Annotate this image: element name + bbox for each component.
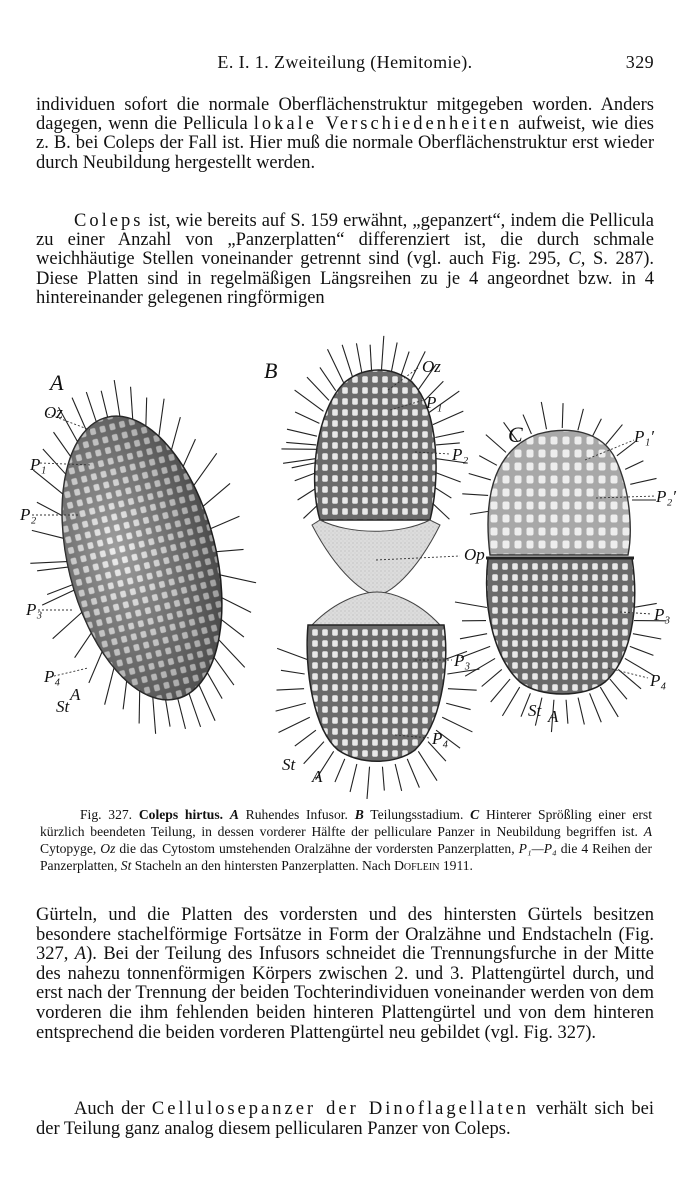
caption-author: Doflein xyxy=(394,858,440,873)
cilium-line xyxy=(593,419,602,436)
cilium-line xyxy=(287,429,317,436)
cilium-line xyxy=(295,390,324,411)
cilium-line xyxy=(295,730,316,746)
label-b-p1: P₁ xyxy=(426,393,443,412)
cilium-line xyxy=(491,679,510,702)
cilium-line xyxy=(171,417,180,450)
caption-a-text: Ruhendes Infusor. xyxy=(238,807,355,822)
label-b-op: Op xyxy=(464,545,485,564)
caption-a2-text: Cytopyge, xyxy=(40,841,101,856)
cilium-line xyxy=(307,377,329,400)
cilium-line xyxy=(630,478,656,484)
cilium-line xyxy=(328,349,344,382)
p2-text-a: ist, wie bereits auf S. 159 erwähnt, „gepanzert“, indem die Pellicula zu einer Anzahl von „Panzerplatten“ differenziert ist, die durch schmale weichhäutige Stellen voneinander getrennt sind (vgl. auch Fig. 295, xyxy=(36,211,654,270)
cilium-line xyxy=(219,640,245,668)
caption-oz: Oz xyxy=(100,841,116,856)
cilium-line xyxy=(350,764,357,792)
cilium-line xyxy=(123,681,127,709)
cilium-line xyxy=(625,461,643,470)
caption-oz-text: die das Cytostom umstehenden Oralzähne der vordersten Panzerplatten, xyxy=(115,841,519,856)
cilium-line xyxy=(30,562,67,564)
cilium-line xyxy=(382,767,384,791)
cilium-line xyxy=(470,511,489,514)
cilium-line xyxy=(43,449,66,474)
coleps-illustration xyxy=(20,330,677,800)
label-b-p2: P₂ xyxy=(452,445,469,464)
cilium-line xyxy=(630,646,654,655)
cilium-line xyxy=(203,483,230,506)
cilium-line xyxy=(32,530,64,538)
label-a-st: St xyxy=(56,697,70,716)
cilium-line xyxy=(433,411,463,425)
cilium-line xyxy=(541,402,546,429)
caption-p: P₁—P₄ xyxy=(518,841,557,856)
label-a-p4: P₄ xyxy=(44,667,61,686)
cilium-line xyxy=(194,453,217,485)
p3-italic: A xyxy=(74,944,87,965)
p1-text-a: individuen sofort die normale Oberflächenstruktur mitgegeben worden. Anders dagegen, wenn die Pellicula xyxy=(36,95,654,135)
cilium-line xyxy=(159,399,164,437)
cilium-line xyxy=(502,687,519,716)
label-b-cytopyge: A xyxy=(312,767,323,786)
cilium-line xyxy=(53,432,70,456)
cilium-line xyxy=(566,700,568,724)
cilium-line xyxy=(221,620,244,638)
label-c-p4: P₄ xyxy=(650,671,667,690)
caption-p-text: die 4 Reihen der Panzerplatten, xyxy=(40,841,652,873)
cell-c xyxy=(455,402,666,732)
label-c-p3: P₃ xyxy=(654,605,671,624)
label-b-oz: Oz xyxy=(422,357,441,376)
figure-327 xyxy=(20,330,677,800)
p2-text-b: S. 287). Diese Platten sind in regelmäßigen Längsreihen zu je 4 angeordnet bzw. in 4 hintereinander gelegenen ringförmigen xyxy=(36,249,655,308)
cilium-line xyxy=(304,742,324,764)
caption-b: B xyxy=(354,807,364,822)
label-c-p2: P₂′ xyxy=(656,487,677,506)
cilium-line xyxy=(279,717,310,732)
caption-c: C xyxy=(470,807,480,822)
cilium-line xyxy=(166,700,170,727)
p3-text-b: ). Bei der Teilung des Infusors schneidet die Trennungsfurche in der Mitte des nahezu tonnenförmigen Körpers zwischen 2. und 3. Plattengürtel durch, und erst nach der Trennung der beiden Tochterindividuen voneinander werden von dem vorderen die ihm fehlenden beiden hinteren Plattengürtel und von dem hinteren entsprechend die beiden vorderen Plattengürtel neu gebildet (vgl. Fig. 327). xyxy=(36,944,654,1043)
cilium-line xyxy=(617,442,635,456)
label-a-oz: Oz xyxy=(44,403,63,422)
cilium-line xyxy=(189,693,201,726)
cilium-line xyxy=(183,439,195,466)
p4-text-b: verhält sich bei der Teilung ganz analog diesem pellicularen Panzer von Coleps. xyxy=(36,1099,654,1139)
p1-text-b: aufweist, wie dies z. B. bei Coleps der Fall ist. Hier muß die normale Oberflächenstruktur erst wieder durch Neubildung hergestellt werden. xyxy=(36,114,654,173)
cilium-line xyxy=(105,668,114,705)
paragraph-3 xyxy=(36,906,654,1043)
cilium-line xyxy=(462,494,488,496)
caption-c-text: Hinterer Sprößling einer erst kürzlich beendeten Teilung, in dessen vorderer Hälfte der pelliculare Panzer in Neubildung begriffen ist. xyxy=(40,807,652,839)
label-c-p1: P₁′ xyxy=(634,427,655,446)
cilium-line xyxy=(220,575,256,583)
cilium-line xyxy=(633,634,661,639)
label-a-p1: P₁ xyxy=(30,455,47,474)
cilium-line xyxy=(335,759,345,782)
cilium-line xyxy=(114,380,120,416)
caption-a2: A xyxy=(643,824,652,839)
cilium-line xyxy=(356,343,361,372)
cilium-line xyxy=(395,764,402,791)
cilium-line xyxy=(37,502,62,515)
cilium-line xyxy=(479,456,497,466)
cilium-line xyxy=(89,652,102,683)
cilium-line xyxy=(42,590,74,605)
cilium-line xyxy=(448,689,477,690)
cilium-line xyxy=(610,679,627,699)
cilium-line xyxy=(216,549,243,551)
cilium-line xyxy=(435,431,464,437)
cell-b xyxy=(276,336,480,799)
cilium-line xyxy=(283,459,316,464)
p2-italic: C, xyxy=(568,249,586,270)
cilium-line xyxy=(75,633,92,658)
caption-year: 1911. xyxy=(439,858,473,873)
cilium-line xyxy=(455,602,487,607)
cilium-line xyxy=(562,403,563,428)
cilium-line xyxy=(295,412,319,423)
cilium-line xyxy=(600,687,618,717)
cilium-line xyxy=(446,703,470,709)
cilium-line xyxy=(460,634,487,639)
label-c-cytopyge: A xyxy=(548,707,559,726)
cilium-line xyxy=(199,685,215,721)
label-c: C xyxy=(508,422,523,447)
caption-st-text: Stacheln an den hintersten Panzerplatten. Nach xyxy=(131,858,395,873)
cilium-line xyxy=(401,352,410,377)
label-b-p4: P₄ xyxy=(432,729,449,748)
p3-text-a: Gürteln, und die Platten des vordersten und des hintersten Gürtels besitzen besondere stachelförmige Fortsätze in Form der Oralzähne und Endstacheln (Fig. 327, xyxy=(36,905,654,965)
cilium-line xyxy=(276,703,306,711)
cilium-line xyxy=(207,673,222,699)
section-title: E. I. 1. Zweiteilung (Hemitomie). xyxy=(217,52,473,72)
cilium-line xyxy=(606,425,623,445)
cilium-line xyxy=(434,472,461,482)
p4-spaced-text: Cellulosepanzer der Dinoflagellaten xyxy=(151,1099,529,1119)
cilium-line xyxy=(281,670,305,674)
cilium-line xyxy=(178,699,186,729)
caption-fig-number: Fig. 327. xyxy=(80,807,133,822)
p1-spaced-text: lokale Verschiedenheiten xyxy=(253,114,513,135)
cilium-line xyxy=(53,612,82,638)
cilium-line xyxy=(139,691,140,724)
cilium-line xyxy=(370,345,371,371)
cilium-line xyxy=(86,392,96,422)
cilium-line xyxy=(418,751,437,780)
cilium-line xyxy=(342,345,352,377)
figure-caption xyxy=(40,806,652,874)
cilium-line xyxy=(578,409,583,430)
cilium-line xyxy=(367,767,370,799)
p2-spaced-text: Coleps xyxy=(74,211,144,231)
label-a-p3: P₃ xyxy=(26,600,43,619)
cilium-line xyxy=(214,657,234,685)
cilium-line xyxy=(286,442,316,445)
cilium-line xyxy=(211,516,240,528)
cilium-line xyxy=(469,473,491,479)
paragraph-1 xyxy=(36,96,654,173)
cell-a xyxy=(30,380,256,734)
cilium-line xyxy=(146,398,147,427)
cilium-line xyxy=(391,342,397,372)
cilium-line xyxy=(578,698,584,725)
cilium-line xyxy=(523,415,531,434)
cilium-line xyxy=(320,367,336,390)
p4-text-a: Auch der xyxy=(74,1099,152,1119)
cilium-line xyxy=(222,598,251,613)
running-head xyxy=(36,52,654,76)
cilium-line xyxy=(482,669,502,686)
label-c-st: St xyxy=(528,701,542,720)
cilium-line xyxy=(381,336,383,370)
caption-b-text: Teilungsstadium. xyxy=(363,807,471,822)
label-a-cytopyge: A xyxy=(70,685,81,704)
cilium-line xyxy=(101,391,107,417)
cilium-line xyxy=(292,463,317,468)
label-a-p2: P₂ xyxy=(20,505,37,524)
cilium-line xyxy=(277,689,305,690)
cilium-line xyxy=(407,759,419,788)
cilium-line xyxy=(277,648,307,659)
caption-species: Coleps hirtus. xyxy=(138,807,224,822)
cilium-line xyxy=(72,398,86,430)
caption-a: A xyxy=(229,807,239,822)
cilium-line xyxy=(618,669,641,688)
caption-st: St xyxy=(120,858,132,873)
cilium-line xyxy=(131,387,133,420)
label-b-p3: P₃ xyxy=(454,651,471,670)
paragraph-4 xyxy=(36,1100,654,1139)
cilium-line xyxy=(153,697,156,734)
label-a: A xyxy=(50,370,64,395)
cilium-line xyxy=(486,435,506,453)
cilium-line xyxy=(37,567,68,571)
label-b: B xyxy=(264,358,278,383)
label-b-st: St xyxy=(282,755,296,774)
paragraph-2 xyxy=(36,212,654,308)
page-number: 329 xyxy=(625,52,654,72)
cilium-line xyxy=(590,693,602,722)
